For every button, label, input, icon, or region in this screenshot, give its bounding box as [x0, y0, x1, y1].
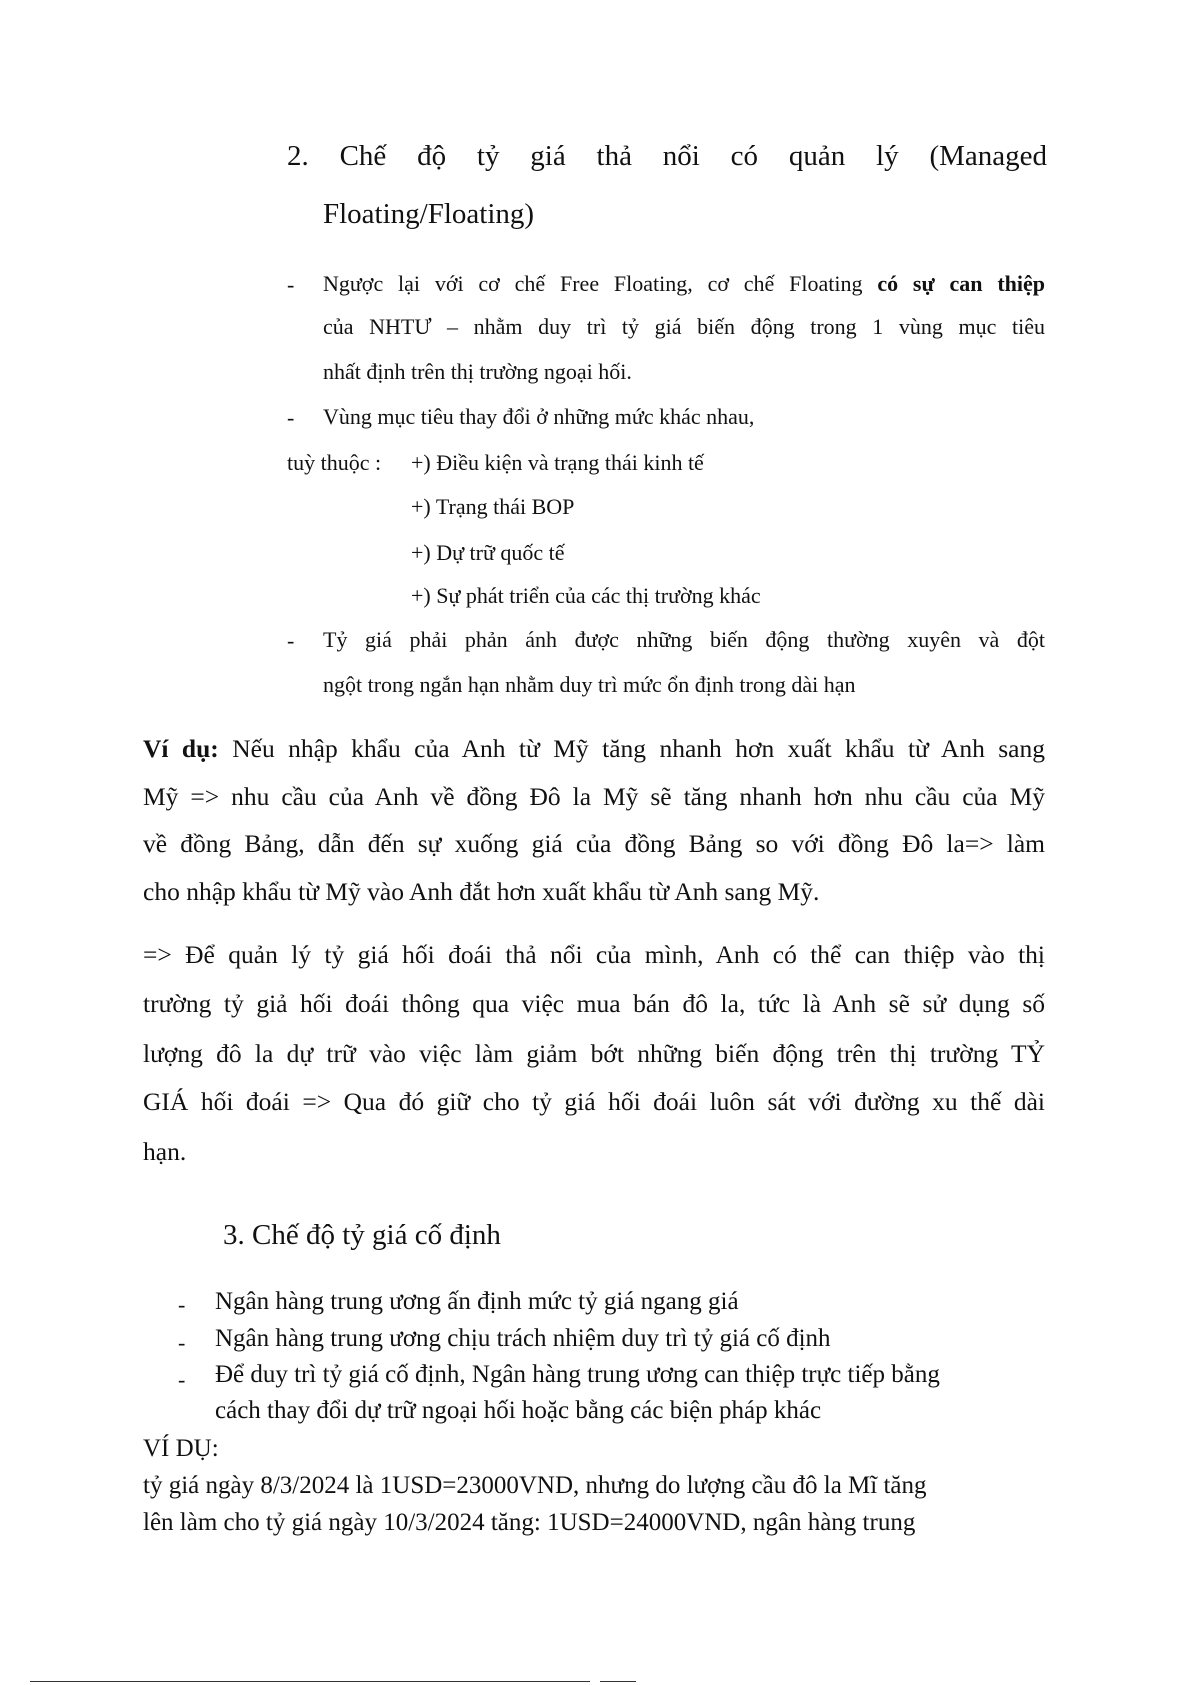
bullet-dash: -	[178, 1367, 186, 1392]
conclusion-line1: => Để quản lý tỷ giá hối đoái thả nổi của mình, Anh có thể can thiệp vào thị	[143, 940, 1045, 969]
example-line1: Ví dụ: Nếu nhập khẩu của Anh từ Mỹ tăng nhanh hơn xuất khẩu từ Anh sang	[143, 734, 1045, 763]
section3-heading: 3. Chế độ tỷ giá cố định	[223, 1219, 501, 1251]
section3-example-line1: tỷ giá ngày 8/3/2024 là 1USD=23000VND, nhưng do lượng cầu đô la Mĩ tăng	[143, 1472, 927, 1499]
conclusion-line2: trường tỷ giả hối đoái thông qua việc mua bán đô la, tức là Anh sẽ sử dụng số	[143, 989, 1045, 1018]
bullet-dash: -	[178, 1330, 186, 1355]
bullet2-line1: Vùng mục tiêu thay đổi ở những mức khác nhau,	[323, 404, 755, 429]
page-bottom-rule	[600, 1681, 636, 1682]
section3-bullet: Ngân hàng trung ương ấn định mức tỷ giá ngang giá	[215, 1288, 739, 1315]
bullet3-line2: ngột trong ngắn hạn nhằm duy trì mức ổn định trong dài hạn	[323, 672, 856, 697]
bullet3-line1: Tỷ giá phải phản ánh được những biến động thường xuyên và đột	[323, 627, 1045, 652]
example-line3: về đồng Bảng, dẫn đến sự xuống giá của đồng Bảng so với đồng Đô la=> làm	[143, 829, 1045, 858]
conclusion-line5: hạn.	[143, 1137, 187, 1166]
bullet1-line2: của NHTƯ – nhằm duy trì tỷ giá biến động trong 1 vùng mục tiêu	[323, 314, 1045, 339]
bullet1-line1: Ngược lại với cơ chế Free Floating, cơ chế Floating có sự can thiệp	[323, 271, 1045, 296]
bullet-dash: -	[287, 628, 295, 653]
bullet1-line3: nhất định trên thị trường ngoại hối.	[323, 359, 632, 384]
section3-example-label: VÍ DỤ:	[143, 1435, 219, 1462]
section2-heading: 2. Chế độ tỷ giá thả nổi có quản lý (Managed	[287, 140, 1047, 172]
section3-bullet-cont: cách thay đổi dự trữ ngoại hối hoặc bằng các biện pháp khác	[215, 1397, 822, 1424]
bullet-dash: -	[287, 405, 295, 430]
factor-item: +) Dự trữ quốc tế	[411, 540, 565, 565]
section3-bullet: Để duy trì tỷ giá cố định, Ngân hàng trung ương can thiệp trực tiếp bằng	[215, 1361, 940, 1388]
bullet-dash: -	[287, 272, 295, 297]
bullet1-bold: có sự can thiệp	[877, 271, 1045, 296]
page-bottom-rule	[30, 1681, 590, 1682]
factor-item: +) Trạng thái BOP	[411, 494, 575, 519]
section2-heading-cont: Floating/Floating)	[323, 198, 535, 230]
example-line2: Mỹ => nhu cầu của Anh về đồng Đô la Mỹ sẽ tăng nhanh hơn nhu cầu của Mỹ	[143, 782, 1045, 811]
factor-item: +) Sự phát triển của các thị trường khác	[411, 583, 761, 608]
section3-bullet: Ngân hàng trung ương chịu trách nhiệm duy trì tỷ giá cố định	[215, 1325, 831, 1352]
example-label: Ví dụ:	[143, 734, 219, 763]
depends-label: tuỳ thuộc :	[287, 450, 382, 475]
example-line4: cho nhập khẩu từ Mỹ vào Anh đắt hơn xuất khẩu từ Anh sang Mỹ.	[143, 877, 820, 906]
bullet-dash: -	[178, 1292, 186, 1317]
conclusion-line3: lượng đô la dự trữ vào việc làm giảm bớt những biến động trên thị trường TỶ	[143, 1039, 1045, 1068]
factor-item: +) Điều kiện và trạng thái kinh tế	[411, 450, 704, 475]
conclusion-line4: GIÁ hối đoái => Qua đó giữ cho tỷ giá hối đoái luôn sát với đường xu thế dài	[143, 1087, 1045, 1116]
section3-example-line2: lên làm cho tỷ giá ngày 10/3/2024 tăng: 1USD=24000VND, ngân hàng trung	[143, 1509, 916, 1536]
